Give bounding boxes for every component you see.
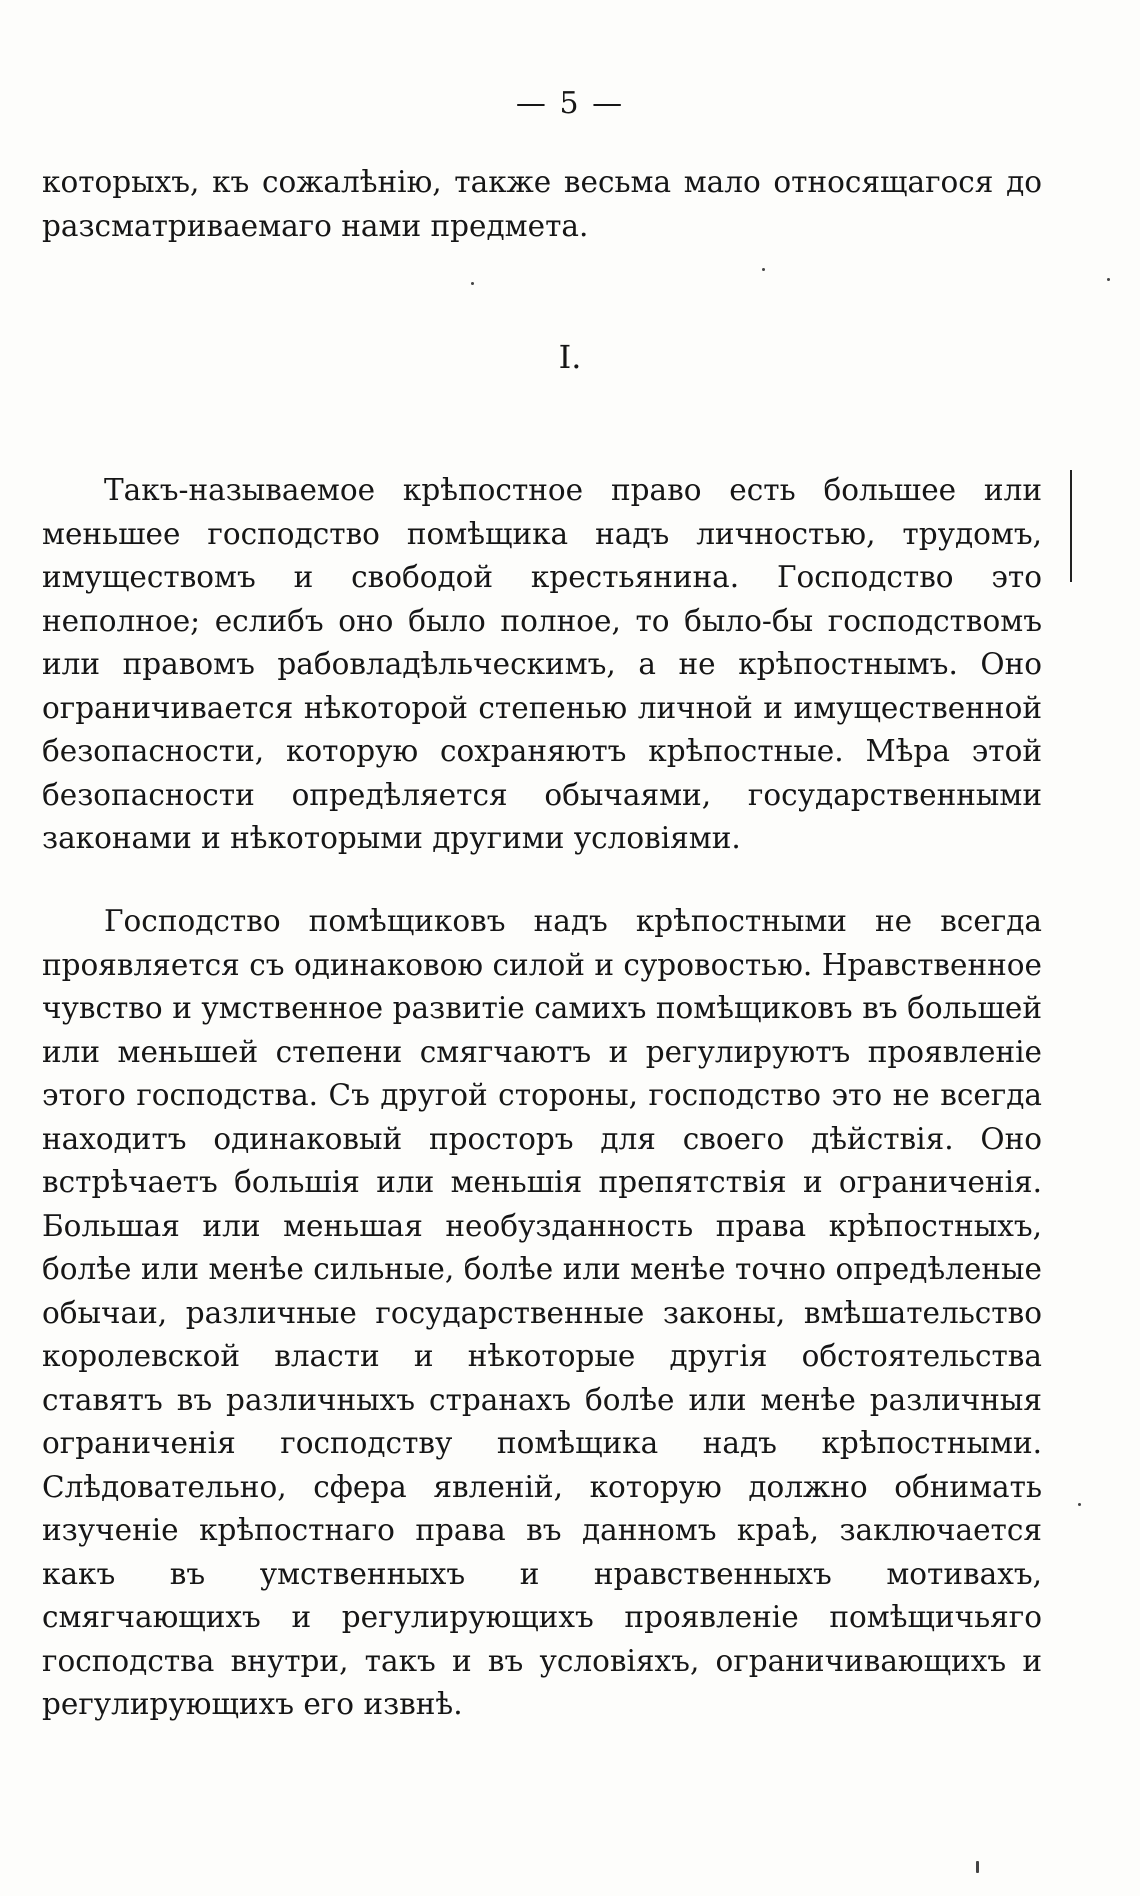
paragraph-2: Господство помѣщиковъ надъ крѣпостными не всегда проявляется съ одинаковою силой и суровостью. Нравственное чувство и умственное развитіе самихъ помѣщиковъ въ большей или меньшей степени смягчаютъ и регулируютъ проявленіе этого господства. Съ другой стороны, господство это не всегда находитъ одинаковый просторъ для своего дѣйствія. Оно встрѣчаетъ большія или меньшія препятствія и ограниченія. Большая или меньшая необузданность права крѣпостныхъ, болѣе или менѣе сильные, болѣе или менѣе точно опредѣленые обычаи, различные государственные законы, вмѣшательство королевской власти и нѣкоторые другія обстоятельства ставятъ въ различныхъ странахъ болѣе или менѣе различныя ограниченія господству помѣщика надъ крѣпостными. Слѣдовательно, сфера явленій, которую должно обнимать изученіе крѣпостнаго права въ данномъ краѣ, заключается какъ въ умственныхъ и нравственныхъ мотивахъ, смягчающихъ и регулирующихъ проявленіе помѣщичьяго господства внутри, такъ и въ условіяхъ, ограничивающихъ и регулирующихъ его извнѣ. [42, 904, 1042, 1721]
print-speck [471, 282, 474, 285]
print-speck [762, 268, 765, 271]
continuation-text-block [42, 161, 1042, 248]
margin-pencil-mark [1070, 470, 1072, 582]
print-speck [976, 1861, 979, 1873]
paragraph-1: Такъ-называемое крѣпостное право есть большее или меньшее господство помѣщика надъ личностью, трудомъ, имуществомъ и свободой крестьянина. Господство это неполное; еслибъ оно было полное, то было-бы господствомъ или правомъ рабовладѣльческимъ, а не крѣпостнымъ. Оно ограничивается нѣкоторой степенью личной и имущественной безопасности, которую сохраняютъ крѣпостные. Мѣра этой безопасности опредѣляется обычаями, государственными законами и нѣкоторыми другими условіями. [42, 473, 1042, 855]
print-speck [1107, 278, 1110, 281]
continuation-paragraph: которыхъ, къ сожалѣнію, также весьма мало относящагося до разсматриваемаго нами предмета. [42, 165, 1042, 243]
paragraph-2-block [42, 900, 1042, 1727]
print-speck [1078, 1503, 1081, 1506]
page-number: — 5 — [515, 86, 625, 121]
paragraph-1-block [42, 469, 1042, 861]
section-heading: I. [558, 338, 582, 376]
